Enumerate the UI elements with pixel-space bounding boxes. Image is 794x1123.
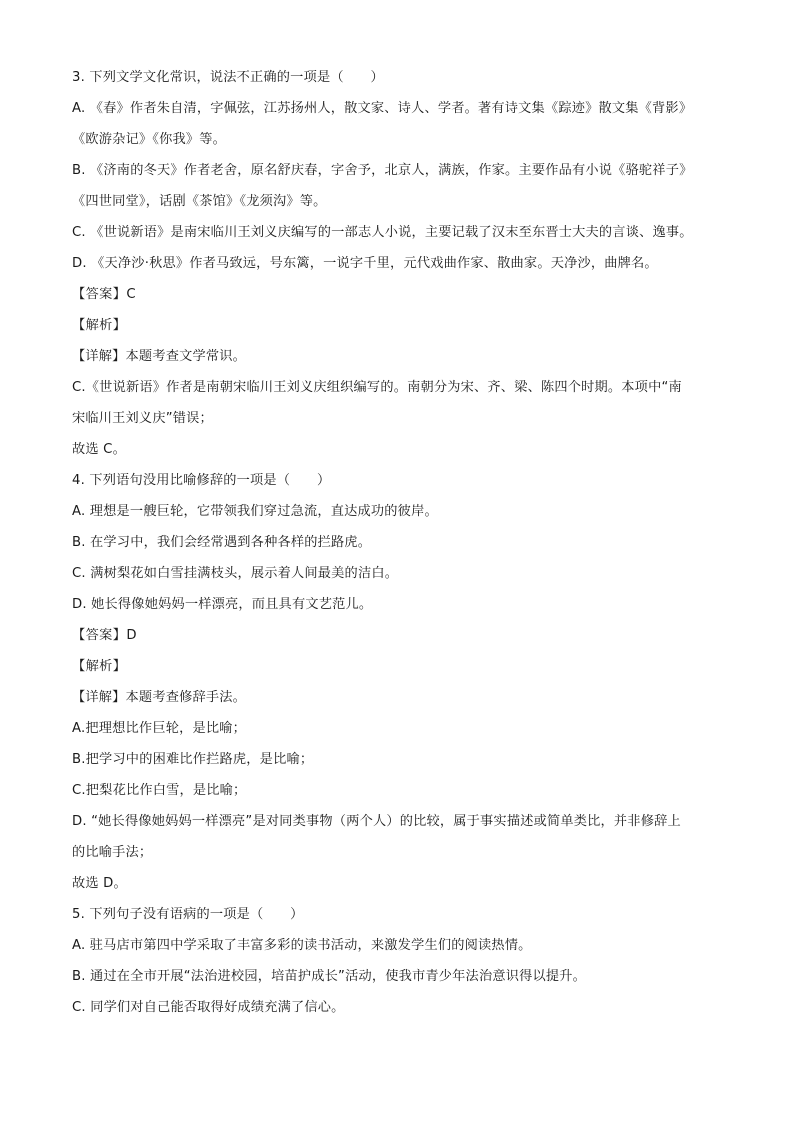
question-3-stem: 3. 下列文学文化常识，说法不正确的一项是（ ） — [72, 70, 384, 85]
question-3-option-c: C. 《世说新语》是南宋临川王刘义庆编写的一部志人小说，主要记载了汉末至东晋士大夫的言谈、逸事。 — [72, 225, 693, 240]
question-3-answer: 【答案】C — [72, 287, 136, 302]
question-3-option-a-cont: 《欧游杂记》《你我》等。 — [72, 132, 227, 147]
question-5-stem: 5. 下列句子没有语病的一项是（ ） — [72, 907, 304, 922]
question-4-explanation-d: D. “她长得像她妈妈一样漂亮”是对同类事物（两个人）的比较，属于事实描述或简单类比，并非修辞上 — [72, 814, 681, 829]
question-3-choice: 故选 C。 — [72, 442, 126, 457]
question-4-option-b: B. 在学习中，我们会经常遇到各种各样的拦路虎。 — [72, 535, 372, 550]
question-5-option-c: C. 同学们对自己能否取得好成绩充满了信心。 — [72, 1000, 345, 1015]
question-3-option-a: A. 《春》作者朱自清，字佩弦，江苏扬州人，散文家、诗人、学者。著有诗文集《踪迹》散文集《背影》 — [72, 101, 693, 116]
question-4-explanation-d-cont: 的比喻手法； — [72, 845, 153, 860]
question-3-option-b-cont: 《四世同堂》，话剧《茶馆》《龙须沟》等。 — [72, 194, 327, 209]
question-3-analysis-label: 【解析】 — [72, 318, 127, 333]
question-4-option-c: C. 满树梨花如白雪挂满枝头，展示着人间最美的洁白。 — [72, 566, 399, 581]
question-4-detail: 【详解】本题考查修辞手法。 — [72, 690, 247, 705]
question-4-analysis-label: 【解析】 — [72, 659, 127, 674]
question-3-option-b: B. 《济南的冬天》作者老舍，原名舒庆春，字舍予，北京人，满族，作家。主要作品有小说《骆驼祥子》 — [72, 163, 693, 178]
question-5-option-b: B. 通过在全市开展“法治进校园，培苗护成长”活动，使我市青少年法治意识得以提升。 — [72, 969, 587, 984]
question-3-option-d: D. 《天净沙·秋思》作者马致远，号东篱，一说字千里，元代戏曲作家、散曲家。天净沙，曲牌名。 — [72, 256, 658, 271]
question-4-stem: 4. 下列语句没用比喻修辞的一项是（ ） — [72, 473, 331, 488]
question-4-explanation-c: C.把梨花比作白雪，是比喻； — [72, 783, 247, 798]
question-4-option-d: D. 她长得像她妈妈一样漂亮，而且具有文艺范儿。 — [72, 597, 373, 612]
document-page — [72, 62, 752, 1023]
question-3-detail: 【详解】本题考查文学常识。 — [72, 349, 247, 364]
question-4-explanation-a: A.把理想比作巨轮，是比喻； — [72, 721, 247, 736]
question-5-option-a: A. 驻马店市第四中学采取了丰富多彩的读书活动，来激发学生们的阅读热情。 — [72, 938, 532, 953]
question-3-explanation: C.《世说新语》作者是南朝宋临川王刘义庆组织编写的。南朝分为宋、齐、梁、陈四个时期。本项中“南 — [72, 380, 682, 395]
question-4-choice: 故选 D。 — [72, 876, 127, 891]
question-3-explanation-cont: 宋临川王刘义庆”错误； — [72, 411, 213, 426]
question-4-option-a: A. 理想是一艘巨轮，它带领我们穿过急流，直达成功的彼岸。 — [72, 504, 438, 519]
question-4-explanation-b: B.把学习中的困难比作拦路虎，是比喻； — [72, 752, 314, 767]
question-4-answer: 【答案】D — [72, 628, 137, 643]
